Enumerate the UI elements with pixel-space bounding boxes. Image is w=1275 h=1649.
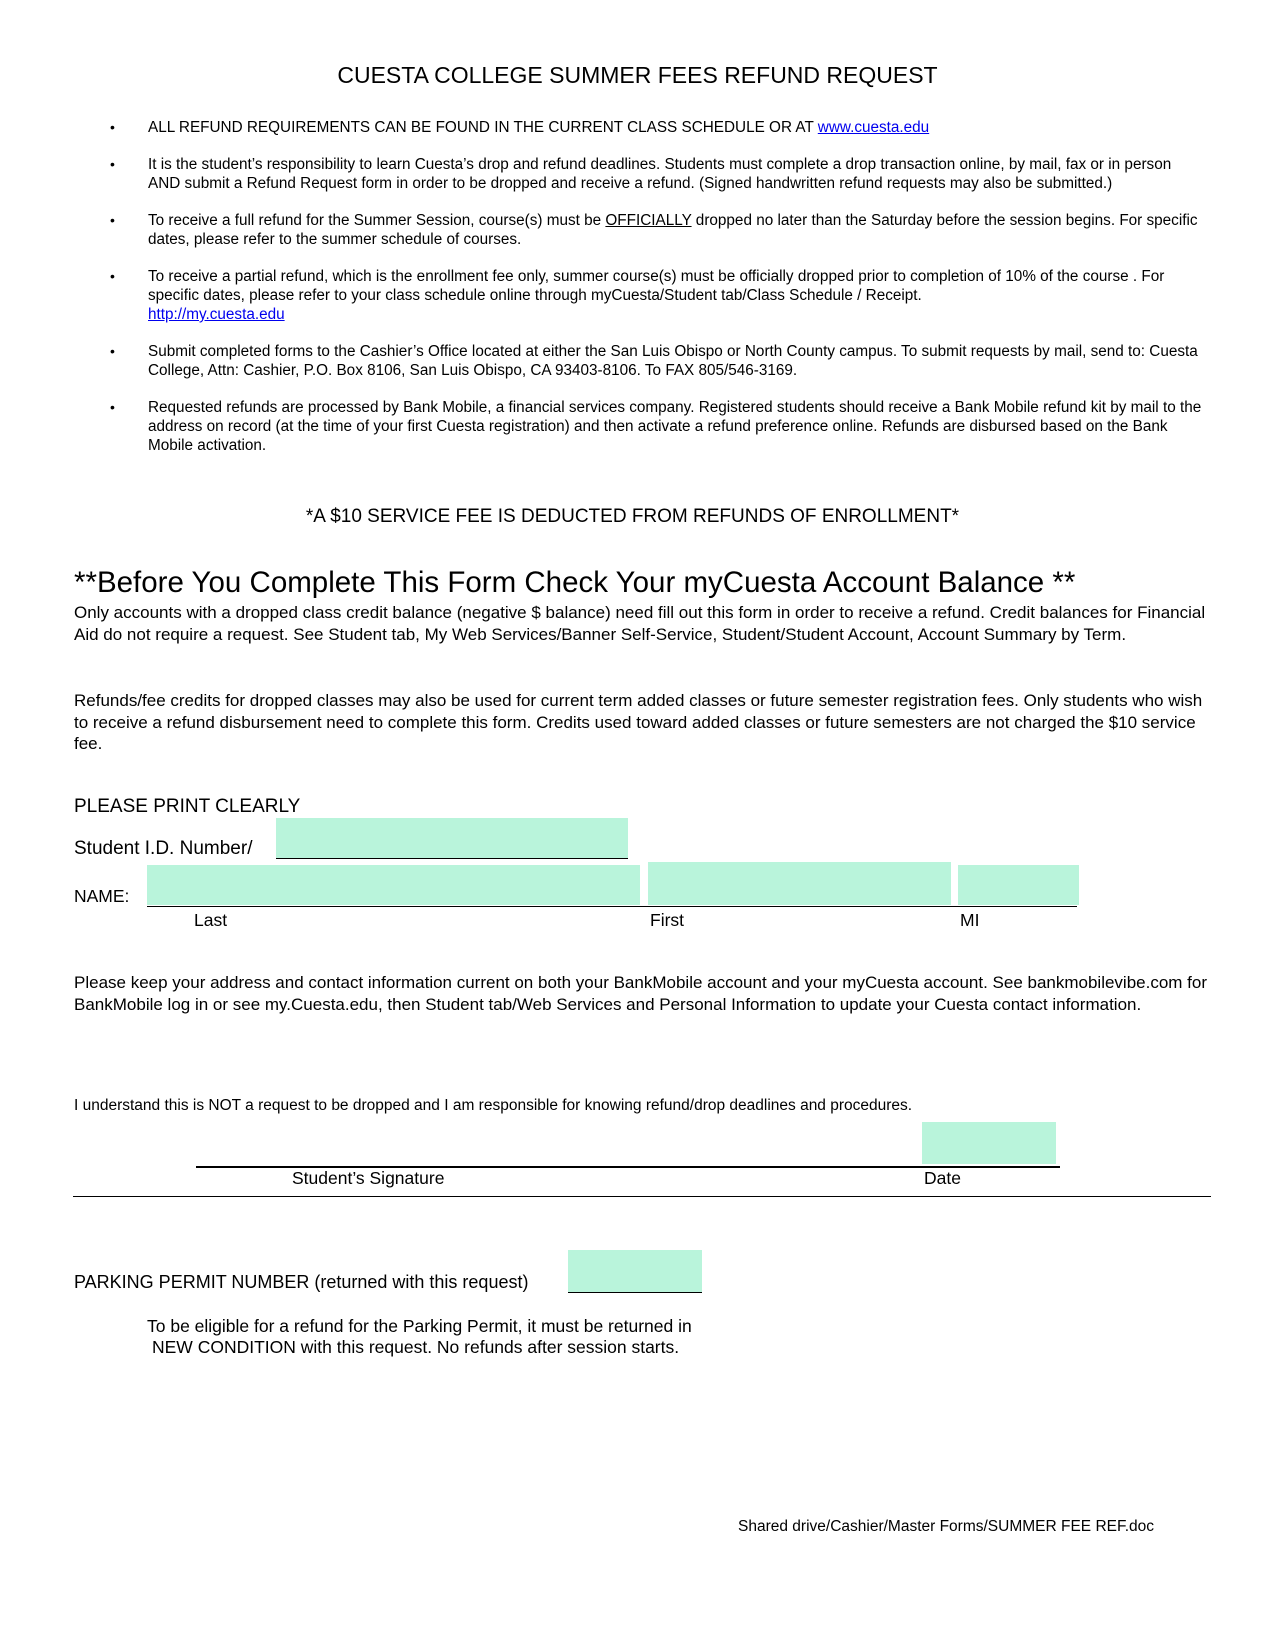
bullet-text: To receive a partial refund, which is the enrollment fee only, summer course(s) must be officially dropped prior to completion of 10% of the course . For specific dates, please refer to your class schedule online through myCuesta/Student tab/Class Schedule / Receipt.: [148, 268, 1165, 304]
cuesta-website-link[interactable]: www.cuesta.edu: [817, 119, 930, 136]
requirements-list: [104, 118, 1204, 455]
parking-note: [147, 1316, 692, 1358]
date-caption: Date: [924, 1168, 961, 1188]
footer-file-path: Shared drive/Cashier/Master Forms/SUMMER FEE REF.doc: [738, 1518, 1155, 1535]
parking-note-line-1: To be eligible for a refund for the Parking Permit, it must be returned in: [147, 1316, 692, 1336]
print-clearly-label: PLEASE PRINT CLEARLY: [74, 796, 301, 817]
student-id-input[interactable]: [276, 818, 628, 859]
parking-permit-label: PARKING PERMIT NUMBER (returned with this request): [74, 1272, 529, 1292]
bullet-text: Submit completed forms to the Cashier’s Office located at either the San Luis Obispo or North County campus. To submit requests by mail, send to: Cuesta College, Attn: Cashier, P.O. Box 8106, San Luis Obispo, CA 93403-8106. To FAX 805/546-3169.: [148, 343, 1198, 379]
list-item: [104, 211, 1204, 249]
list-item: [104, 342, 1204, 380]
contact-info-paragraph: Please keep your address and contact information current on both your BankMobile account and your myCuesta account. See bankmobilevibe.com for BankMobile log in or see my.Cuesta.edu, then Student tab/Web Services and Personal Information to update your Cuesta contact information.: [74, 973, 1208, 1014]
mycuesta-link[interactable]: http://my.cuesta.edu: [148, 306, 285, 323]
bullet-icon: •: [110, 156, 115, 172]
bullet-text: To receive a full refund for the Summer Session, course(s) must be: [148, 212, 606, 229]
bullet-icon: •: [110, 212, 115, 228]
bullet-icon: •: [110, 268, 115, 284]
date-input[interactable]: [922, 1122, 1056, 1164]
section-heading: **Before You Complete This Form Check Your myCuesta Account Balance **: [74, 566, 1076, 599]
bullet-text: dropped no later than the Saturday before the session begins. For specific dates, please refer to the summer schedule of courses.: [148, 212, 1198, 248]
list-item: [104, 398, 1204, 455]
refund-credits-paragraph: Refunds/fee credits for dropped classes may also be used for current term added classes or future semester registration fees. Only students who wish to receive a refund disbursement need to complete this form. Credits used toward added classes or future semesters are not charged the $10 service fee.: [74, 691, 1203, 753]
account-balance-paragraph: Only accounts with a dropped class credit balance (negative $ balance) need fill out this form in order to receive a refund. Credit balances for Financial Aid do not require a request. See Student tab, My Web Services/Banner Self-Service, Student/Student Account, Account Summary by Term.: [74, 603, 1206, 644]
last-name-caption: Last: [194, 910, 228, 930]
officially-underlined: OFFICIALLY: [605, 212, 692, 229]
list-item: [104, 118, 1204, 137]
name-label: NAME:: [74, 886, 130, 906]
bullet-text: Requested refunds are processed by Bank Mobile, a financial services company. Registered students should receive a Bank Mobile refund kit by mail to the address on record (at the time of your first Cuesta registration) and then activate a refund preference online. Refunds are disbursed based on the Bank Mobile activation.: [148, 399, 1202, 454]
student-id-label: Student I.D. Number/: [74, 838, 253, 859]
page-title: CUESTA COLLEGE SUMMER FEES REFUND REQUEST: [337, 62, 938, 88]
parking-note-line-2: NEW CONDITION with this request. No refunds after session starts.: [152, 1337, 680, 1357]
section-divider: [73, 1196, 1211, 1197]
bullet-text: It is the student’s responsibility to learn Cuesta’s drop and refund deadlines. Students must complete a drop transaction online, by mail, fax or in person AND submit a Refund Request form in order to be dropped and receive a refund. (Signed handwritten refund requests may also be submitted.): [148, 156, 1172, 192]
first-name-input[interactable]: [648, 862, 951, 905]
list-item: [104, 155, 1204, 193]
service-fee-note: *A $10 SERVICE FEE IS DEDUCTED FROM REFUNDS OF ENROLLMENT*: [305, 506, 960, 527]
last-name-input[interactable]: [147, 865, 640, 905]
parking-permit-input[interactable]: [568, 1250, 702, 1293]
bullet-text: ALL REFUND REQUIREMENTS CAN BE FOUND IN THE CURRENT CLASS SCHEDULE OR AT: [148, 119, 818, 136]
middle-initial-caption: MI: [960, 910, 980, 930]
middle-initial-input[interactable]: [958, 865, 1079, 905]
signature-caption: Student’s Signature: [292, 1168, 445, 1188]
list-item: [104, 267, 1204, 324]
first-name-caption: First: [650, 910, 685, 930]
bullet-icon: •: [110, 343, 115, 359]
acknowledgement-text: I understand this is NOT a request to be dropped and I am responsible for knowing refund/drop deadlines and procedures.: [74, 1097, 913, 1114]
bullet-icon: •: [110, 399, 115, 415]
bullet-icon: •: [110, 119, 115, 135]
